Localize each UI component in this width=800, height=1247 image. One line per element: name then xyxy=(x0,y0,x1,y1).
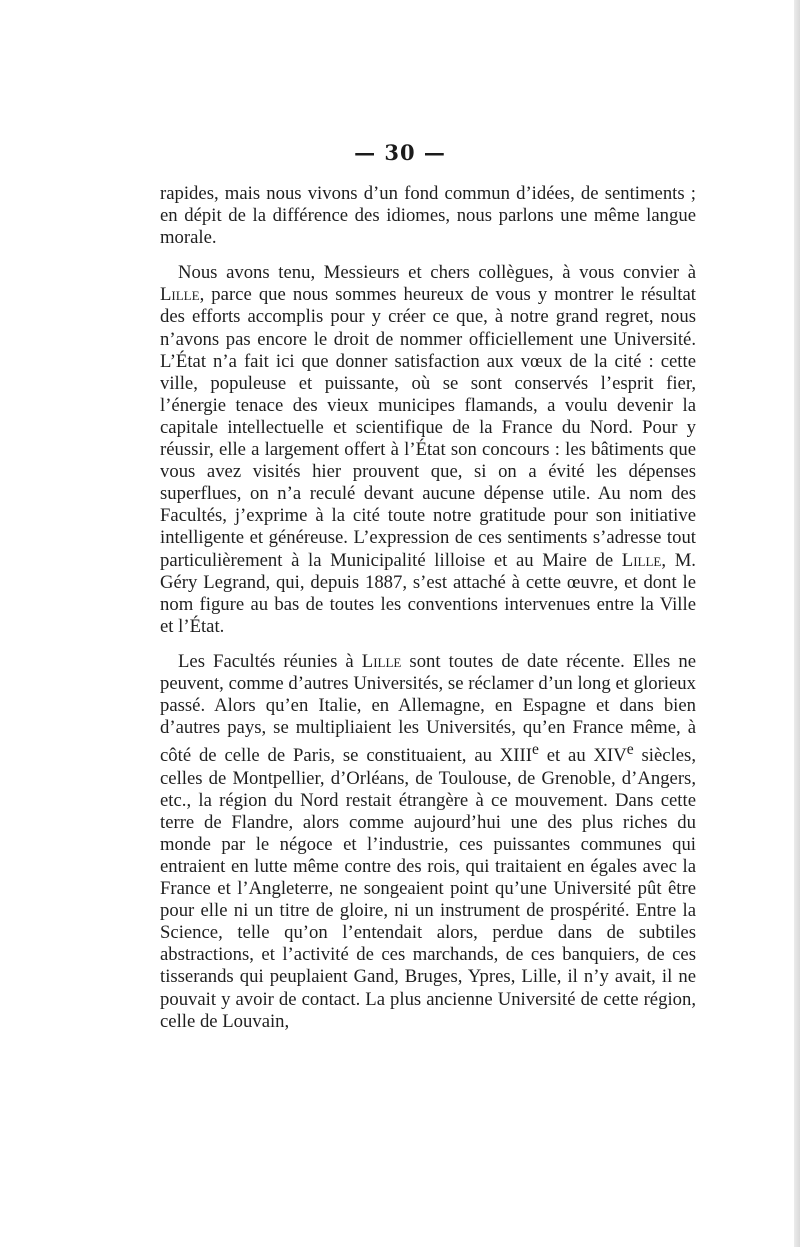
paragraph-3-text-a: Les Facultés réunies à xyxy=(178,650,362,672)
city-name-smallcaps: Lille xyxy=(621,549,662,571)
paragraph-2-text-b: , parce que nous sommes heureux de vous y montrer le résultat des efforts accomplis pour y créer ce que, à notre grand regret, nous n’avons pas encore le droit de nommer officiellement une Université. L’État n’a fait ici que donner satisfaction aux vœux de la cité : cette ville, populeuse et puissante, où se sont conservés l’esprit fier, l’énergie tenace des vieux municipes flamands, a voulu devenir la capitale intellectuelle et scientifique de la France du Nord. Pour y réussir, elle a largement offert à l’État son concours : les bâtiments que vous avez visités hier prouvent que, si on a évité les dépenses superflues, on n’a reculé devant aucune dépense utile. Au nom des Facultés, j’exprime à la cité toute notre gratitude pour son initiative intelligente et généreuse. L’expression de ces sentiments s’adresse tout particulièrement à la Municipalité lilloise et au Maire de xyxy=(160,284,696,571)
paragraph-2 xyxy=(160,262,696,638)
paragraph-3-text-c: et au XIV xyxy=(538,745,627,767)
century-superscript: e xyxy=(531,741,539,759)
paragraph-2-text-a: Nous avons tenu, Messieurs et chers collègues, à vous convier à xyxy=(178,262,696,284)
century-superscript: e xyxy=(626,741,634,759)
paragraph-1-text: rapides, mais nous vivons d’un fond commun d’idées, de sentiments ; en dépit de la différence des idiomes, nous parlons une même langue morale. xyxy=(160,183,696,249)
paragraph-3 xyxy=(160,651,696,1033)
paragraph-1 xyxy=(160,183,696,249)
paragraph-2-text-c: , M. Géry Legrand, qui, depuis 1887, s’est attaché à cette œuvre, et dont le nom figure au bas de toutes les conventions intervenues entre la Ville et l’État. xyxy=(160,549,696,637)
city-name-smallcaps: Lille xyxy=(361,650,402,672)
paragraph-3-text-b: sont toutes de date récente. Elles ne peuvent, comme d’autres Universités, se réclamer d’un long et glorieux passé. Alors qu’en Italie, en Allemagne, en Espagne et dans bien d’autres pays, se multipliaient les Universités, qu’en France même, à côté de celle de Paris, se constituaient, au XIII xyxy=(160,650,696,767)
city-name-smallcaps: Lille xyxy=(160,284,200,306)
body-text xyxy=(160,183,696,1033)
page-edge-shadow xyxy=(794,0,800,1247)
paragraph-3-text-d: siècles, celles de Montpellier, d’Orléans, de Toulouse, de Grenoble, d’Angers, etc., la région du Nord restait étrangère à ce mouvement. Dans cette terre de Flandre, alors comme aujourd’hui une des plus riches du monde par le négoce et l’industrie, ces puissantes communes qui entraient en lutte même contre des rois, qui traitaient en égales avec la France et l’Angleterre, ne songeaient point qu’une Université pût être pour elle ni un titre de gloire, ni un instrument de prospérité. Entre la Science, telle qu’on l’entendait alors, perdue dans de subtiles abstractions, et l’activité de ces marchands, de ces banquiers, de ces tisserands qui peuplaient Gand, Bruges, Ypres, Lille, il n’y avait, il ne pouvait y avoir de contact. La plus ancienne Université de cette région, celle de Louvain, xyxy=(160,745,696,1032)
page-number: — 30 — xyxy=(354,140,446,165)
